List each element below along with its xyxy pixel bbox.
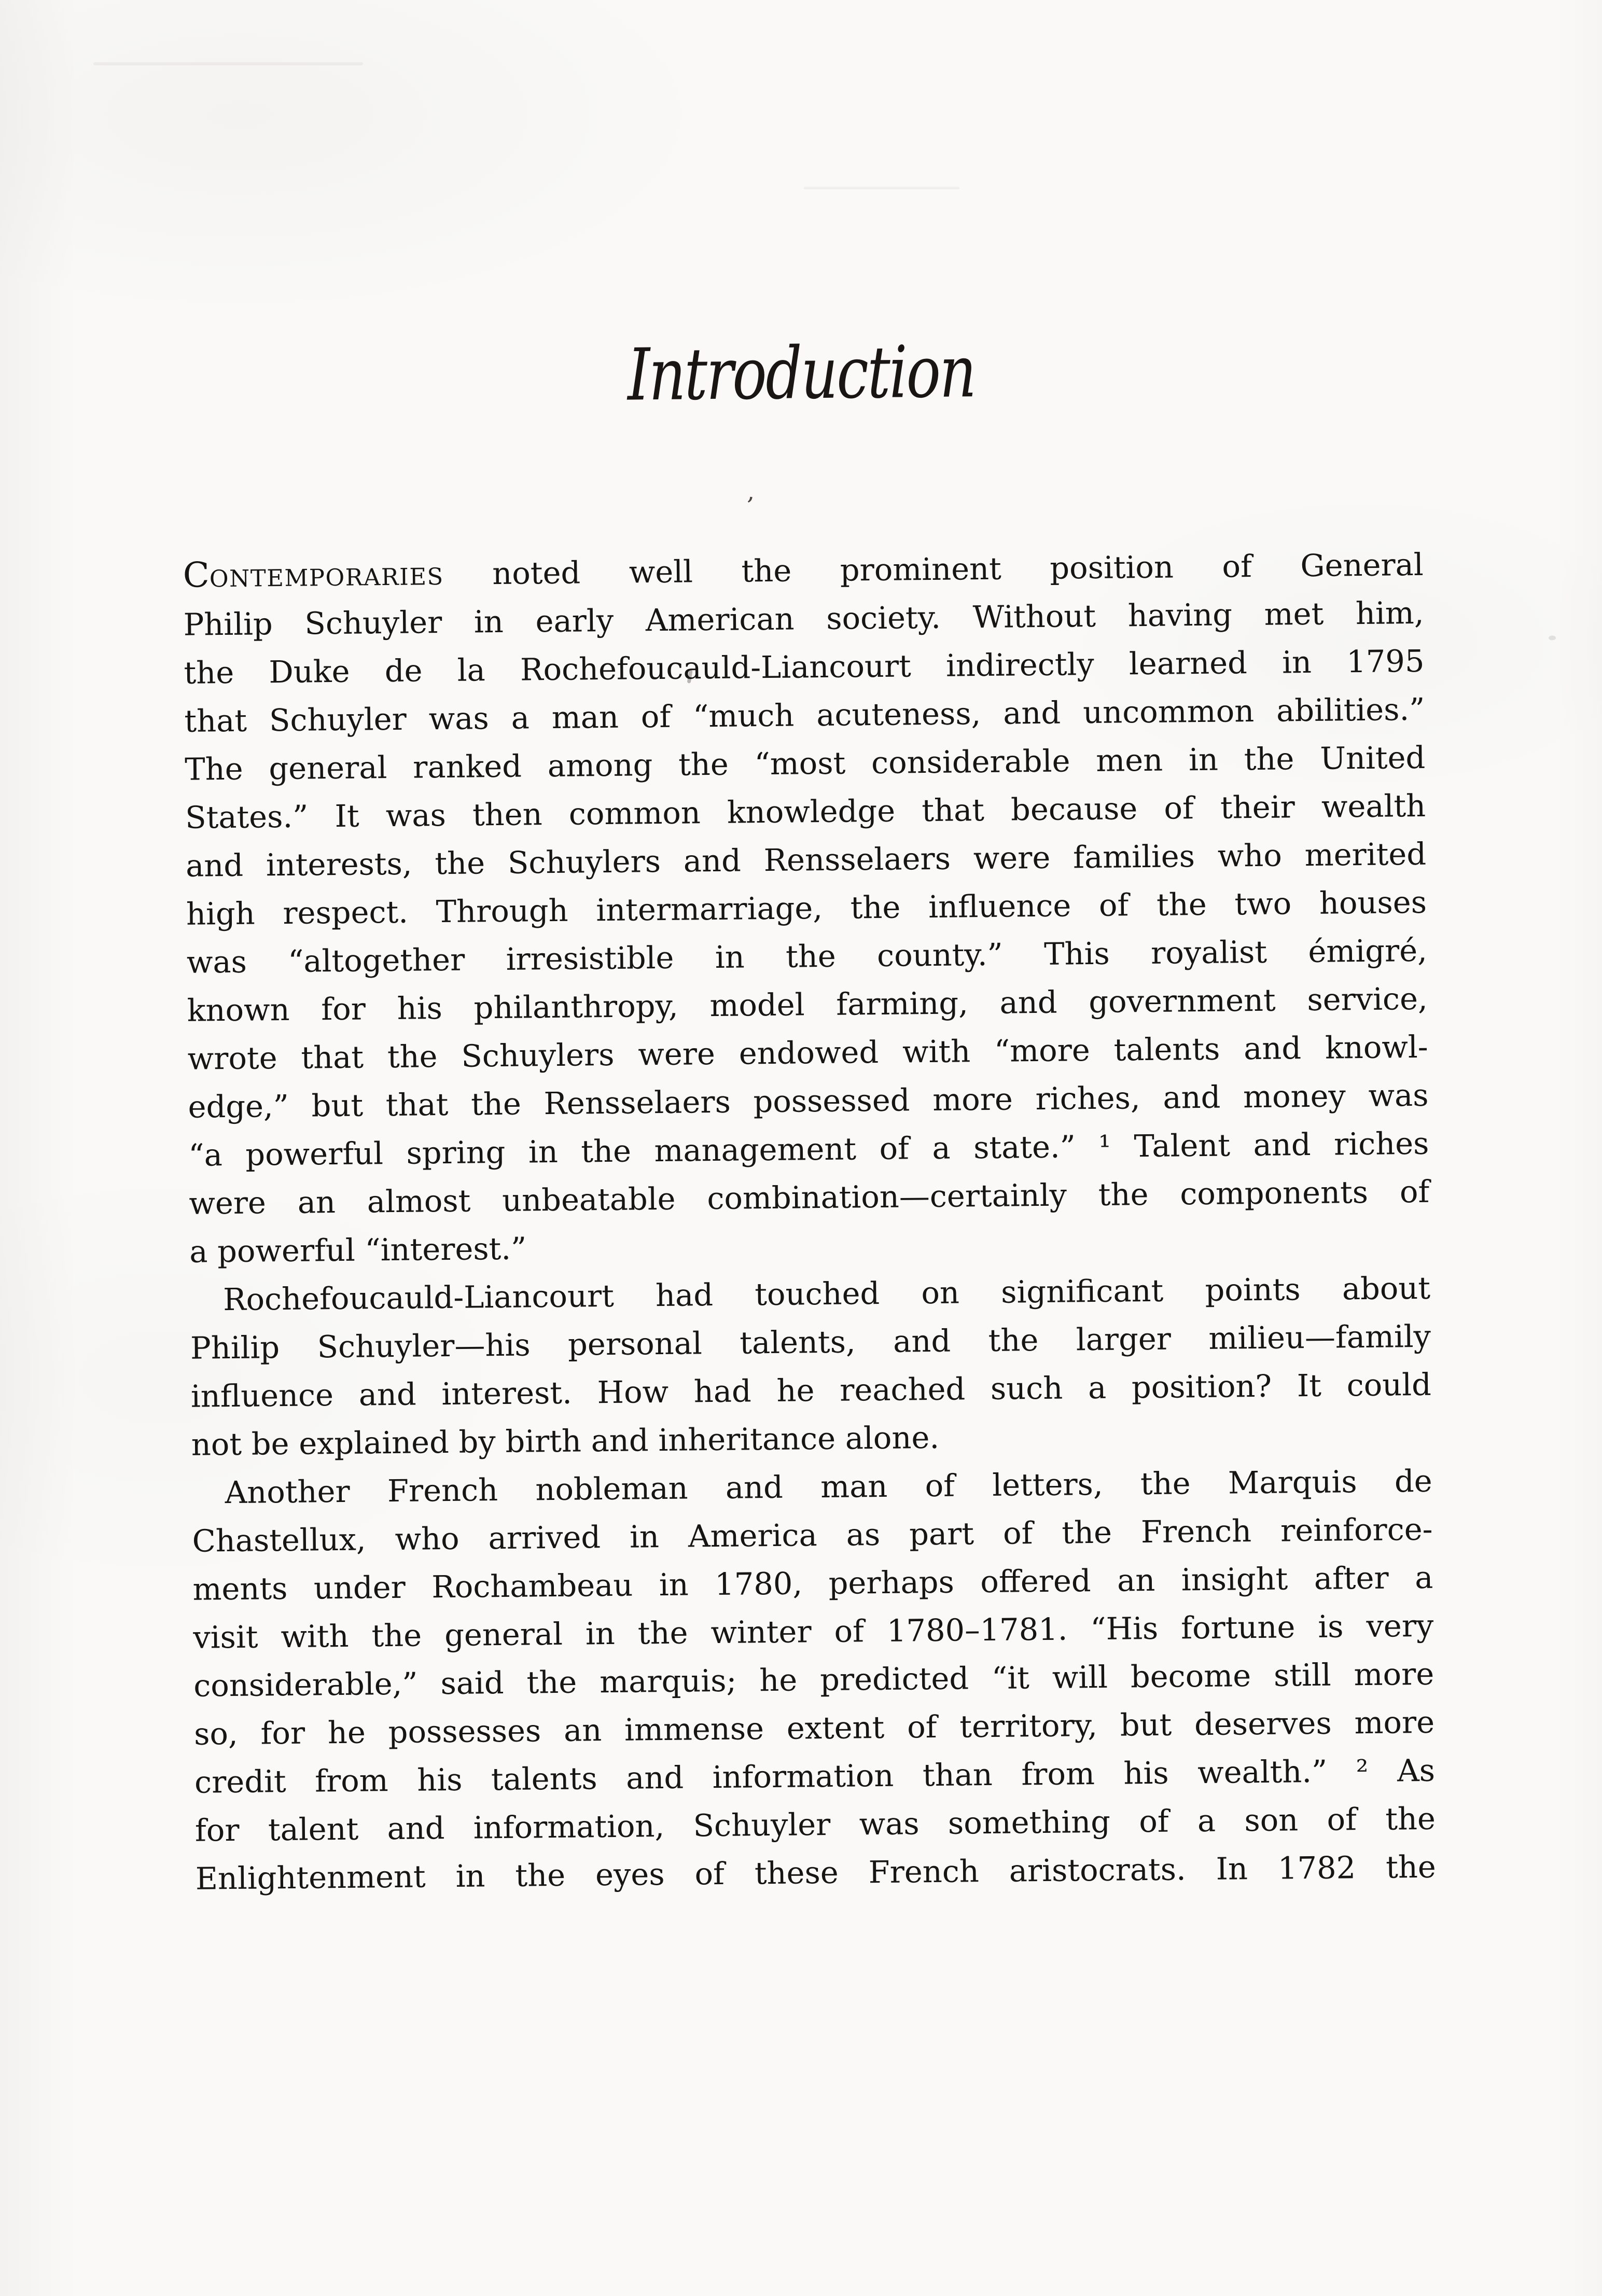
- text-line: were an almost unbeatable combination—certainly the components of: [189, 1173, 1430, 1221]
- text-line: known for his philanthropy, model farming, and government service,: [187, 980, 1428, 1028]
- ink-speck: [1549, 635, 1556, 640]
- chapter-title: [180, 332, 1422, 415]
- paragraph-1: [183, 540, 1430, 1276]
- text-line: Rochefoucauld-Liancourt had touched on significant points about: [222, 1270, 1431, 1318]
- small-caps-opener: ONTEMPORARIES: [209, 562, 444, 593]
- lead-capital: C: [183, 554, 210, 595]
- text-line: The general ranked among the “most considerable men in the United: [185, 739, 1426, 787]
- text-line: high respect. Through intermarriage, the influence of the two houses: [186, 884, 1427, 932]
- text-line: Another French nobleman and man of letters, the Marquis de: [225, 1463, 1432, 1511]
- text-line: and interests, the Schuylers and Rensselaers were families who merited: [185, 836, 1427, 884]
- text-line: ments under Rochambeau in 1780, perhaps offered an insight after a: [192, 1559, 1433, 1607]
- text-line: that Schuyler was a man of “much acuteness, and uncommon abilities.”: [184, 691, 1425, 739]
- text-line: was “altogether irresistible in the county.” This royalist émigré,: [186, 932, 1428, 980]
- text-line: not be explained by birth and inheritance alone.: [191, 1419, 940, 1463]
- text-line: Enlightenment in the eyes of these French aristocrats. In 1782 the: [195, 1848, 1437, 1897]
- apostrophe-artifact: ’: [744, 491, 755, 521]
- chapter-title-text: Introduction: [627, 330, 976, 417]
- text-line: wrote that the Schuylers were endowed with “more talents and knowl-: [187, 1028, 1428, 1077]
- text-line: a powerful “interest.”: [189, 1230, 527, 1270]
- text-block: [183, 540, 1436, 1903]
- text-line: credit from his talents and information than from his wealth.” ² As: [194, 1752, 1436, 1800]
- text-line: so, for he possesses an immense extent of territory, but deserves more: [193, 1704, 1435, 1752]
- text-line: “a powerful spring in the management of a state.” ¹ Talent and riches: [188, 1125, 1429, 1173]
- text-line: Philip Schuyler—his personal talents, and the larger milieu—family: [190, 1318, 1431, 1366]
- text-line: visit with the general in the winter of 1780–1781. “His fortune is very: [193, 1607, 1434, 1655]
- text-line: considerable,” said the marquis; he predicted “it will become still more: [193, 1655, 1434, 1704]
- text-line: Philip Schuyler in early American society. Without having met him,: [183, 594, 1424, 643]
- text-line: the Duke de la Rochefoucauld-Liancourt indirectly learned in 1795: [184, 643, 1425, 691]
- text-line: edge,” but that the Rensselaers possessed more riches, and money was: [188, 1077, 1429, 1125]
- paragraph-2: [190, 1264, 1432, 1469]
- paragraph-3: [191, 1457, 1436, 1903]
- text-line: for talent and information, Schuyler was something of a son of the: [194, 1800, 1436, 1848]
- text-line: CONTEMPORARIES noted well the prominent position of General: [183, 546, 1424, 595]
- text-line: influence and interest. How had he reached such a position? It could: [190, 1366, 1432, 1414]
- text-line: States.” It was then common knowledge that because of their wealth: [185, 787, 1426, 836]
- text-line: Chastellux, who arrived in America as part of the French reinforce-: [192, 1511, 1433, 1559]
